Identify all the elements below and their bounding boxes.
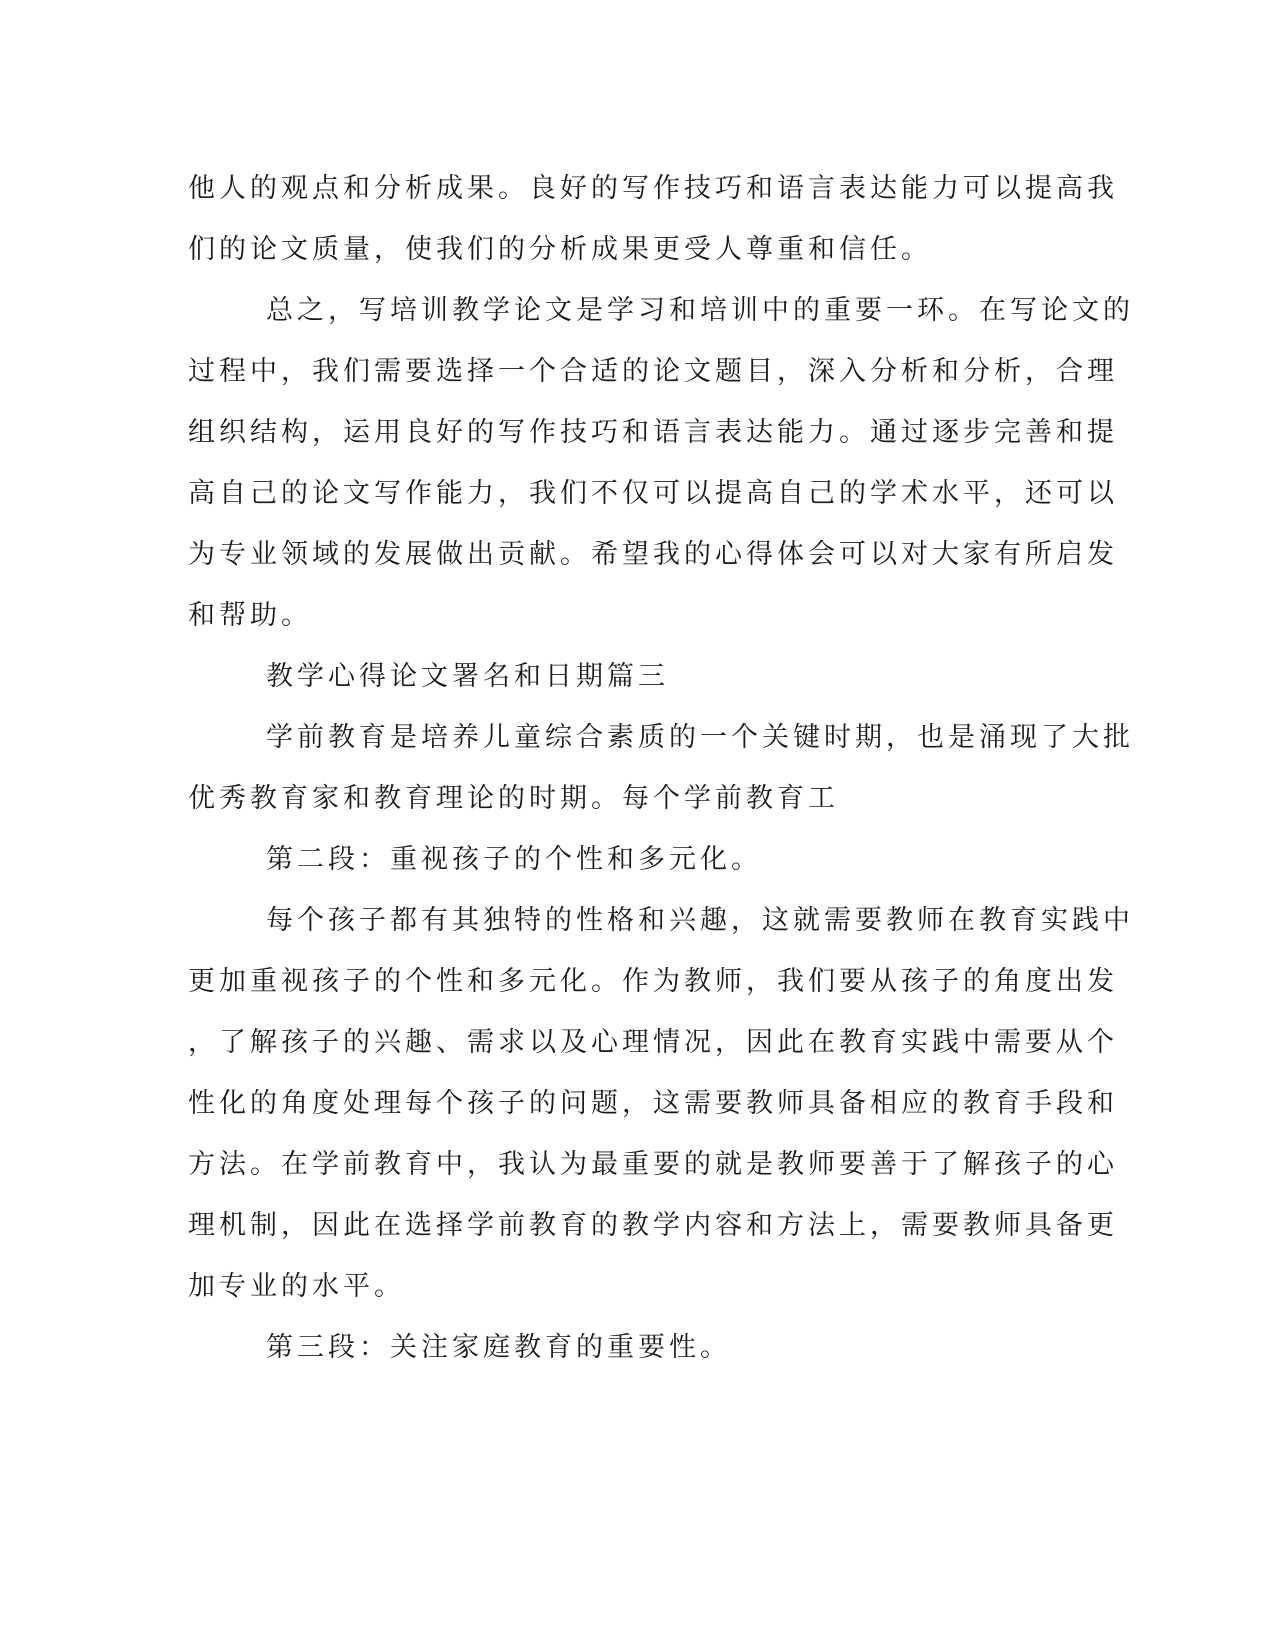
body-line: 高自己的论文写作能力，我们不仅可以提高自己的学术水平，还可以	[188, 478, 1118, 509]
section-heading: 第二段：重视孩子的个性和多元化。	[266, 844, 762, 875]
body-line: 组织结构，运用良好的写作技巧和语言表达能力。通过逐步完善和提	[188, 417, 1118, 448]
body-line: 过程中，我们需要选择一个合适的论文题目，深入分析和分析，合理	[188, 356, 1118, 387]
paragraph-first-line: 总之，写培训教学论文是学习和培训中的重要一环。在写论文的	[266, 295, 1134, 326]
body-line: 加专业的水平。	[188, 1271, 405, 1302]
body-line: 理机制，因此在选择学前教育的教学内容和方法上，需要教师具备更	[188, 1210, 1118, 1241]
body-line: 和帮助。	[188, 600, 312, 631]
paragraph-first-line: 学前教育是培养儿童综合素质的一个关键时期，也是涌现了大批	[266, 722, 1134, 753]
body-line: 他人的观点和分析成果。良好的写作技巧和语言表达能力可以提高我	[188, 173, 1118, 204]
paragraph-first-line: 每个孩子都有其独特的性格和兴趣，这就需要教师在教育实践中	[266, 905, 1134, 936]
body-line: 们的论文质量，使我们的分析成果更受人尊重和信任。	[188, 234, 932, 265]
document-body	[188, 158, 1134, 1378]
body-line: 方法。在学前教育中，我认为最重要的就是教师要善于了解孩子的心	[188, 1149, 1118, 1180]
body-line: 为专业领域的发展做出贡献。希望我的心得体会可以对大家有所启发	[188, 539, 1118, 570]
body-line: ，了解孩子的兴趣、需求以及心理情况，因此在教育实践中需要从个	[188, 1027, 1118, 1058]
body-line: 优秀教育家和教育理论的时期。每个学前教育工	[188, 783, 839, 814]
section-heading: 第三段：关注家庭教育的重要性。	[266, 1332, 731, 1363]
section-heading: 教学心得论文署名和日期篇三	[266, 661, 669, 692]
body-line: 更加重视孩子的个性和多元化。作为教师，我们要从孩子的角度出发	[188, 966, 1118, 997]
body-line: 性化的角度处理每个孩子的问题，这需要教师具备相应的教育手段和	[188, 1088, 1118, 1119]
